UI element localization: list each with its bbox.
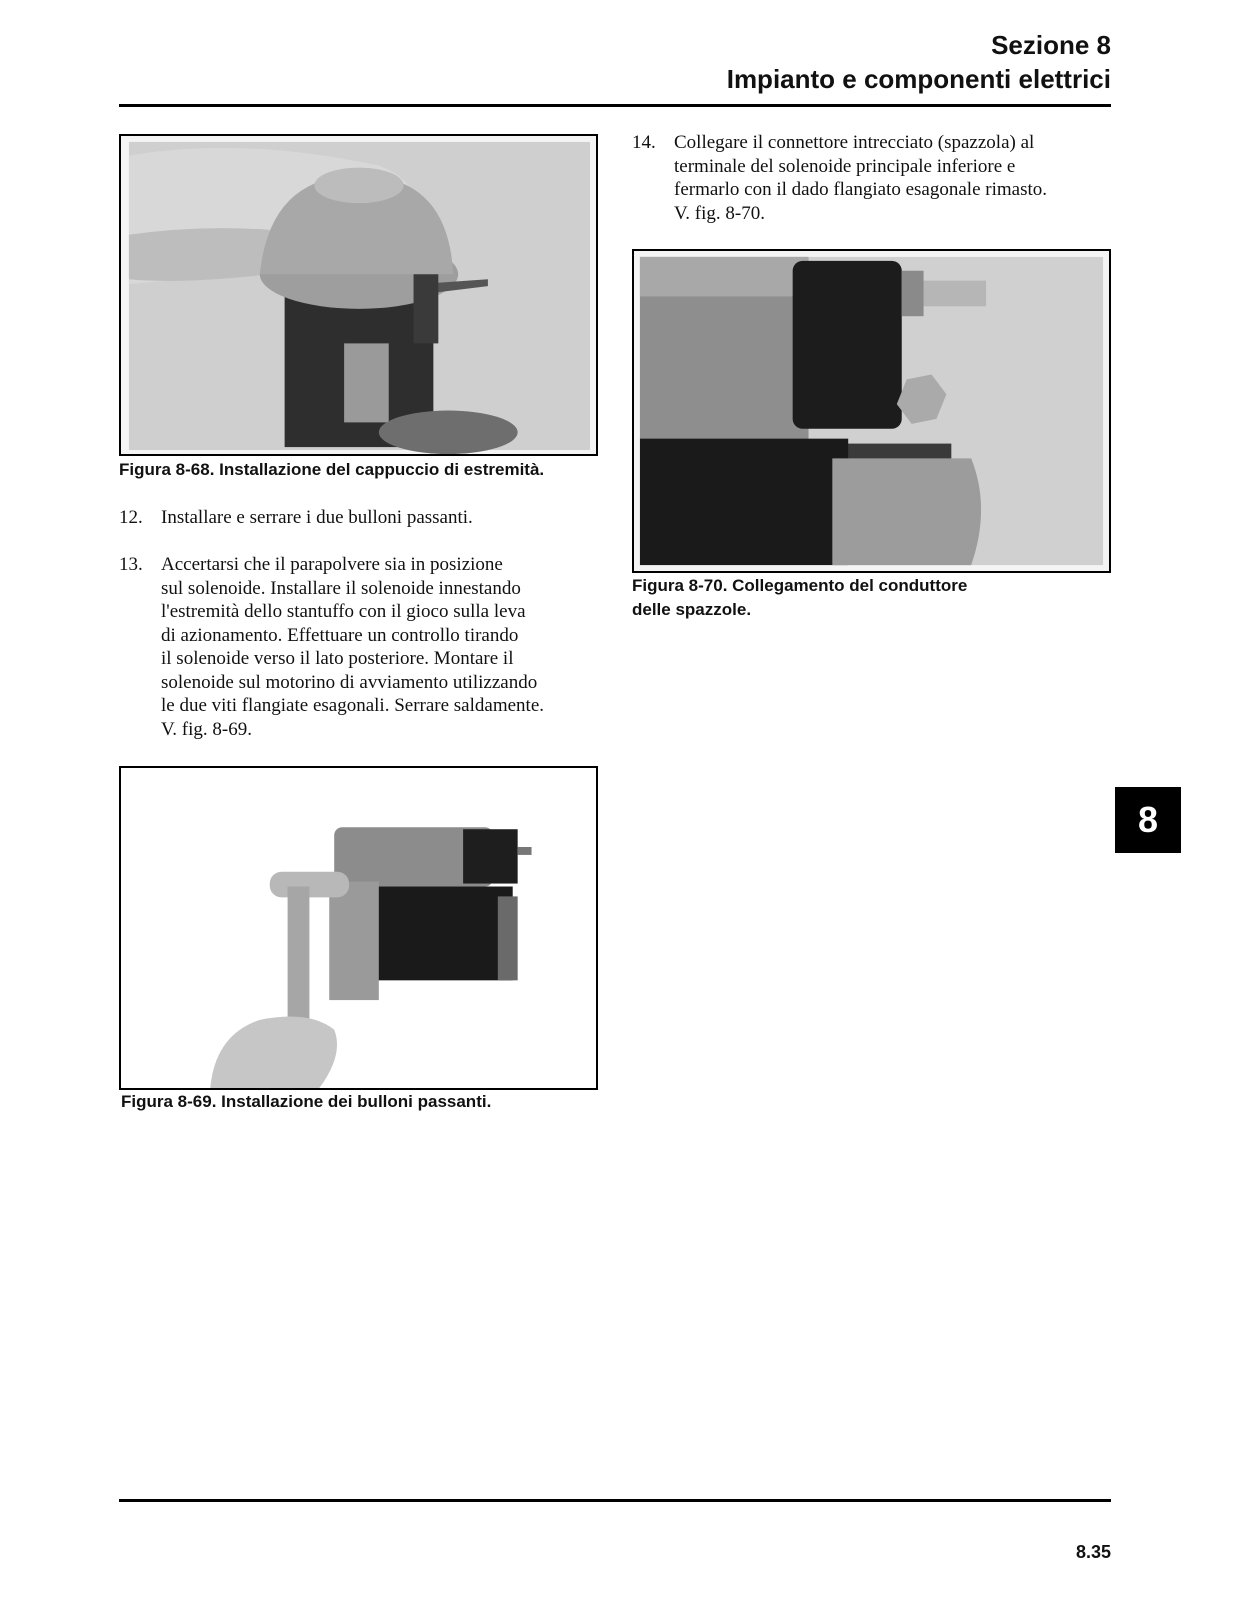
- page-number: 8.35: [1075, 1542, 1111, 1562]
- step-number: 12.: [119, 507, 143, 528]
- step-line: Accertarsi che il parapolvere sia in posizione: [161, 554, 503, 575]
- step-line: le due viti flangiate esagonali. Serrare saldamente.: [161, 695, 545, 716]
- step-line: Installare e serrare i due bulloni passanti.: [161, 507, 473, 528]
- figure-8-69-photo: [119, 766, 598, 1090]
- header-rule: [119, 104, 1111, 107]
- section-title: Impianto e componenti elettrici: [726, 64, 1111, 94]
- step-line: fermarlo con il dado flangiato esagonale rimasto.: [674, 179, 1048, 200]
- step-line: sul solenoide. Installare il solenoide innestando: [161, 577, 521, 599]
- section-header: [727, 28, 1111, 96]
- caption-line: delle spazzole.: [632, 600, 752, 619]
- step-line: V. fig. 8-70.: [674, 202, 765, 224]
- figure-8-68-photo: [119, 134, 598, 456]
- figure-caption: Figura 8-68. Installazione del cappuccio di estremità.: [119, 460, 545, 479]
- step-number: 13.: [119, 554, 143, 575]
- step-line: terminale del solenoide principale inferiore e: [674, 155, 1016, 177]
- figure-8-70-photo: [632, 249, 1111, 573]
- figure-caption: [632, 574, 967, 622]
- section-tab: 8: [1115, 787, 1181, 853]
- step-line: V. fig. 8-69.: [161, 718, 252, 740]
- step-number: 14.: [632, 132, 656, 153]
- caption-line: Figura 8-70. Collegamento del conduttore: [632, 576, 968, 595]
- step-line: di azionamento. Effettuare un controllo tirando: [161, 624, 519, 646]
- step-line: Collegare il connettore intrecciato (spazzola) al: [674, 132, 1035, 153]
- section-number: Sezione 8: [991, 30, 1111, 60]
- step-line: l'estremità dello stantuffo con il gioco sulla leva: [161, 601, 526, 622]
- step-line: il solenoide verso il lato posteriore. Montare il: [161, 648, 514, 669]
- step-line: solenoide sul motorino di avviamento utilizzando: [161, 671, 538, 693]
- figure-caption: Figura 8-69. Installazione dei bulloni passanti.: [121, 1092, 492, 1111]
- footer-rule: [119, 1499, 1111, 1502]
